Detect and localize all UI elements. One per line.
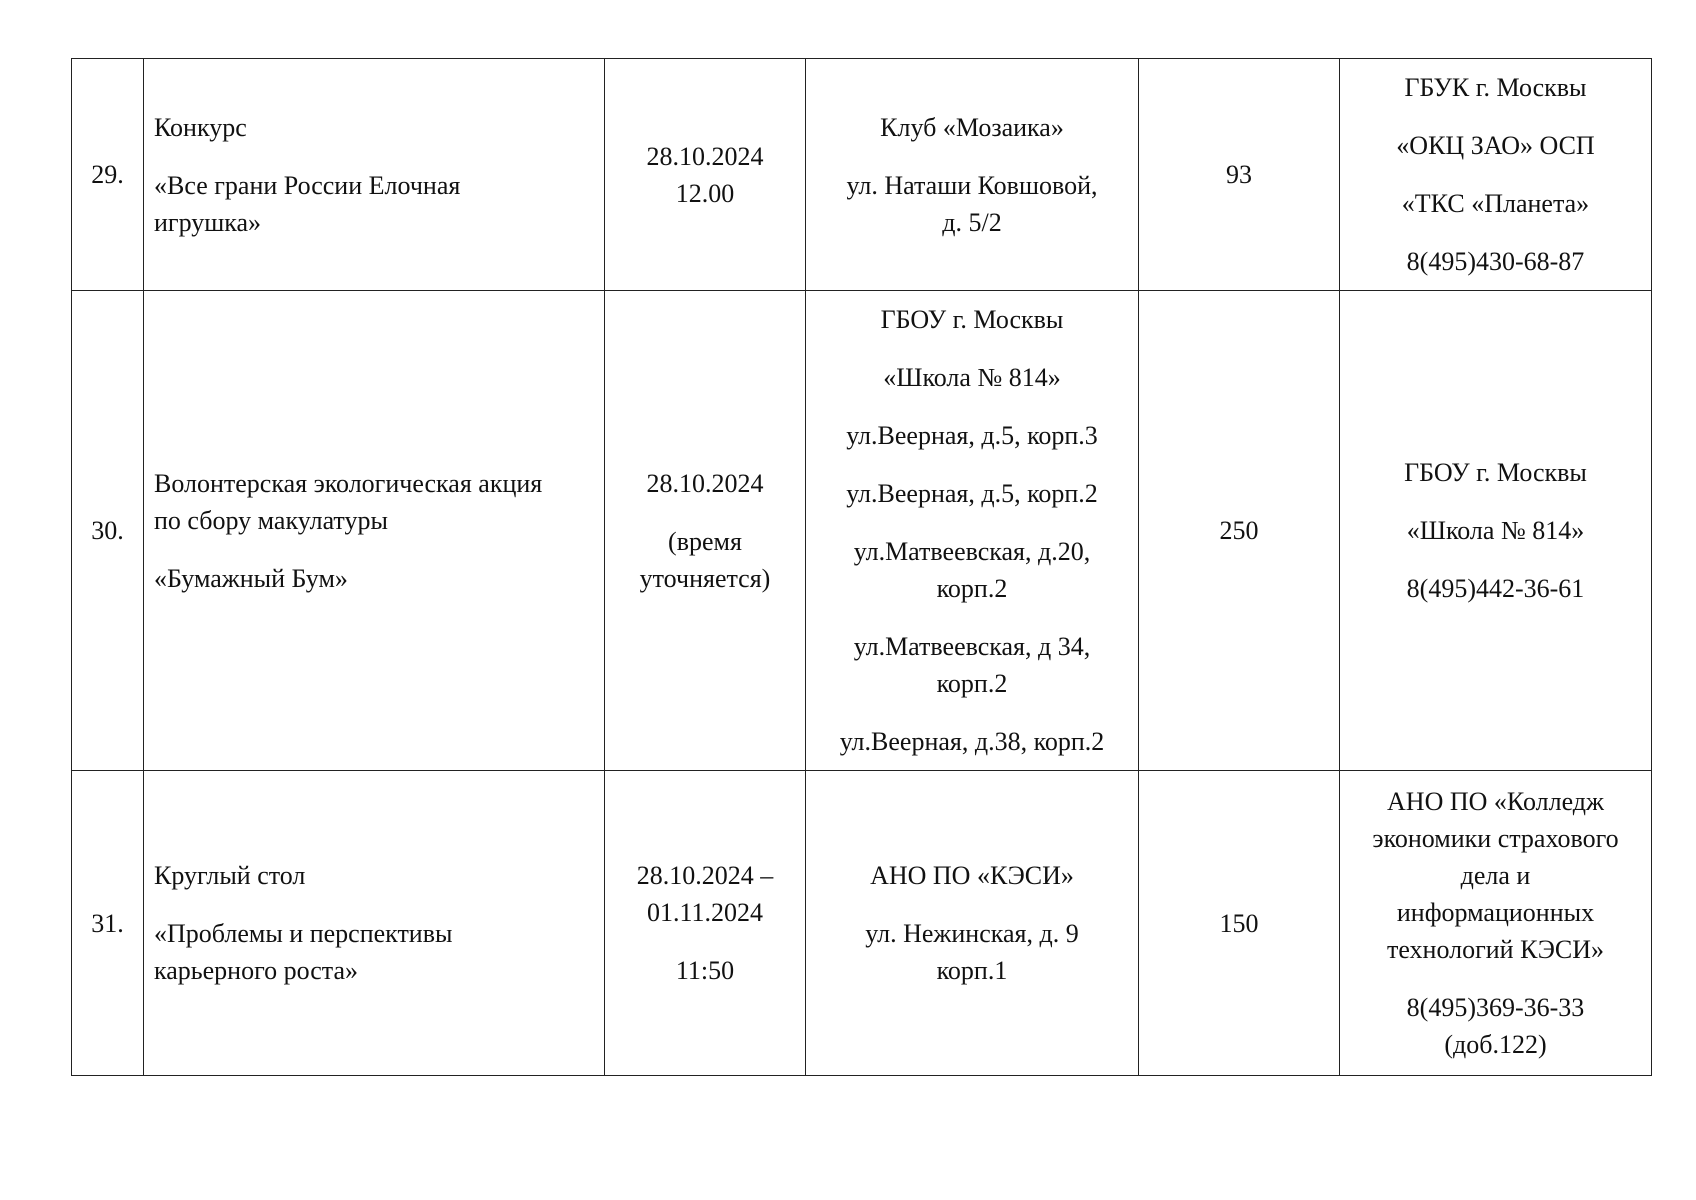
- event-name-cell: [144, 59, 605, 291]
- place-text-line: АНО ПО «КЭСИ»: [870, 861, 1074, 890]
- org-text-line: «ТКС «Планета»: [1401, 189, 1590, 218]
- org-text-line: 8(495)430-68-87: [1406, 247, 1585, 276]
- date-text-line: (время: [668, 526, 742, 556]
- event-date-cell: [605, 771, 806, 1076]
- date-text-line: 01.11.2024: [646, 898, 764, 927]
- row-number: 30.: [91, 516, 124, 545]
- org-text-line: 8(495)442-36-61: [1406, 574, 1585, 603]
- org-text-line: «ОКЦ ЗАО» ОСП: [1396, 131, 1595, 160]
- org-text-line: технологий КЭСИ»: [1386, 935, 1605, 964]
- org-text-line: «Школа № 814»: [1406, 516, 1585, 545]
- organizer-cell: [1340, 59, 1652, 291]
- name-text-line: игрушка»: [154, 207, 262, 237]
- row-number: 29.: [91, 160, 124, 189]
- date-text-line: 28.10.2024: [646, 468, 764, 498]
- name-text-line: Конкурс: [154, 112, 247, 142]
- event-name-cell: [144, 771, 605, 1076]
- row-number-cell: [72, 771, 144, 1076]
- place-text-line: ул. Нежинская, д. 9: [865, 919, 1079, 948]
- date-text-line: 11:50: [675, 956, 735, 985]
- event-date-cell: [605, 59, 806, 291]
- row-number-cell: [72, 59, 144, 291]
- events-table-body: [72, 59, 1652, 1076]
- event-date-cell: [605, 291, 806, 771]
- org-text-line: ГБОУ г. Москвы: [1404, 458, 1587, 487]
- event-place-cell: [806, 771, 1139, 1076]
- table-row: [72, 291, 1652, 771]
- participants-count: 250: [1219, 516, 1259, 545]
- name-text-line: Волонтерская экологическая акция: [154, 468, 543, 498]
- place-text-line: Клуб «Мозаика»: [880, 112, 1064, 142]
- event-place-cell: [806, 291, 1139, 771]
- place-text-line: д. 5/2: [942, 207, 1002, 237]
- place-text-line: ул.Матвеевская, д 34,: [853, 632, 1091, 661]
- name-text-line: карьерного роста»: [154, 956, 359, 985]
- organizer-cell: [1340, 771, 1652, 1076]
- place-text-line: ГБОУ г. Москвы: [880, 305, 1064, 334]
- place-text-line: ул.Веерная, д.5, корп.2: [846, 479, 1098, 508]
- event-name-cell: [144, 291, 605, 771]
- name-text-line: «Бумажный Бум»: [154, 563, 348, 593]
- events-table: [71, 58, 1652, 1076]
- event-place-cell: [806, 59, 1139, 291]
- row-number: 31.: [91, 908, 124, 938]
- org-text-line: ГБУК г. Москвы: [1404, 73, 1587, 102]
- participants-count: 150: [1219, 908, 1259, 938]
- table-row: [72, 771, 1652, 1076]
- place-text-line: корп.1: [936, 956, 1008, 985]
- organizer-cell: [1340, 291, 1652, 771]
- participants-cell: [1139, 771, 1340, 1076]
- participants-cell: [1139, 59, 1340, 291]
- name-text-line: «Все грани России Елочная: [154, 170, 461, 200]
- org-text-line: 8(495)369-36-33: [1406, 993, 1585, 1022]
- place-text-line: ул.Веерная, д.5, корп.3: [846, 421, 1098, 450]
- org-text-line: дела и: [1460, 861, 1531, 890]
- place-text-line: корп.2: [936, 669, 1008, 698]
- row-number-cell: [72, 291, 144, 771]
- name-text-line: по сбору макулатуры: [154, 505, 388, 535]
- org-text-line: экономики страхового: [1372, 824, 1619, 853]
- place-text-line: ул. Наташи Ковшовой,: [846, 170, 1098, 200]
- place-text-line: корп.2: [936, 574, 1008, 603]
- org-text-line: информационных: [1396, 898, 1595, 927]
- table-row: [72, 59, 1652, 291]
- date-text-line: 12.00: [675, 178, 735, 208]
- place-text-line: ул.Матвеевская, д.20,: [853, 537, 1091, 566]
- participants-cell: [1139, 291, 1340, 771]
- name-text-line: Круглый стол: [154, 861, 306, 890]
- name-text-line: «Проблемы и перспективы: [154, 919, 453, 948]
- date-text-line: 28.10.2024: [646, 141, 764, 171]
- place-text-line: «Школа № 814»: [883, 363, 1061, 392]
- org-text-line: АНО ПО «Колледж: [1387, 787, 1604, 816]
- place-text-line: ул.Веерная, д.38, корп.2: [839, 727, 1105, 756]
- org-text-line: (доб.122): [1444, 1030, 1547, 1059]
- date-text-line: уточняется): [639, 563, 771, 593]
- participants-count: 93: [1226, 160, 1252, 189]
- date-text-line: 28.10.2024 –: [636, 861, 774, 890]
